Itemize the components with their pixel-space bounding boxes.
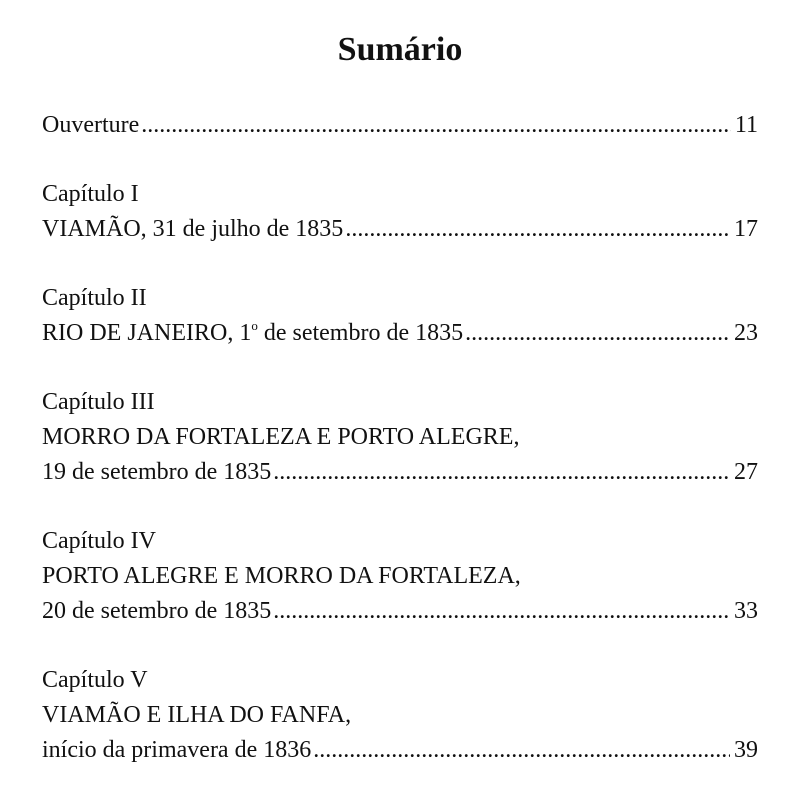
chapter-label: Capítulo III [42, 389, 155, 415]
toc-row[interactable] [42, 212, 758, 247]
toc-page-number: 27 [734, 459, 758, 485]
toc-row[interactable] [42, 108, 758, 143]
toc-entry-chapter-4 [42, 524, 758, 629]
dot-leader [345, 212, 730, 247]
toc-page-number: 23 [734, 320, 758, 346]
table-of-contents [42, 108, 758, 768]
chapter-label: Capítulo V [42, 667, 148, 693]
dot-leader [141, 108, 731, 143]
toc-page-number: 33 [734, 598, 758, 624]
toc-entry-title: 19 de setembro de 1835 [42, 459, 272, 485]
toc-entry-chapter-3 [42, 385, 758, 490]
toc-row[interactable] [42, 455, 758, 490]
toc-row[interactable] [42, 316, 758, 351]
toc-entry-title: início da primavera de 1836 [42, 737, 312, 763]
dot-leader [273, 455, 730, 490]
toc-entry-title-line: PORTO ALEGRE E MORRO DA FORTALEZA, [42, 563, 521, 589]
dot-leader [465, 316, 730, 351]
title-part: RIO DE JANEIRO, 1 [42, 320, 252, 346]
chapter-label: Capítulo II [42, 285, 147, 311]
dot-leader [313, 733, 730, 768]
page-title: Sumário [337, 31, 463, 68]
toc-entry-title: VIAMÃO, 31 de julho de 1835 [42, 216, 344, 242]
toc-row[interactable] [42, 594, 758, 629]
toc-entry-chapter-5 [42, 663, 758, 768]
ordinal-indicator: o [251, 318, 258, 333]
dot-leader [273, 594, 730, 629]
toc-entry-chapter-2 [42, 281, 758, 351]
toc-page-number: 11 [734, 112, 758, 138]
toc-page-number: 17 [734, 216, 758, 242]
toc-entry-title: 20 de setembro de 1835 [42, 598, 272, 624]
toc-entry-title-line: MORRO DA FORTALEZA E PORTO ALEGRE, [42, 424, 520, 450]
toc-row[interactable] [42, 733, 758, 768]
toc-entry-ouverture [42, 108, 758, 143]
title-part: de setembro de 1835 [257, 320, 464, 346]
chapter-label: Capítulo IV [42, 528, 156, 554]
toc-page-number: 39 [734, 737, 758, 763]
toc-entry-title [42, 316, 463, 351]
toc-entry-title: Ouverture [42, 112, 140, 138]
toc-entry-chapter-1 [42, 177, 758, 247]
chapter-label: Capítulo I [42, 181, 139, 207]
toc-entry-title-line: VIAMÃO E ILHA DO FANFA, [42, 702, 352, 728]
